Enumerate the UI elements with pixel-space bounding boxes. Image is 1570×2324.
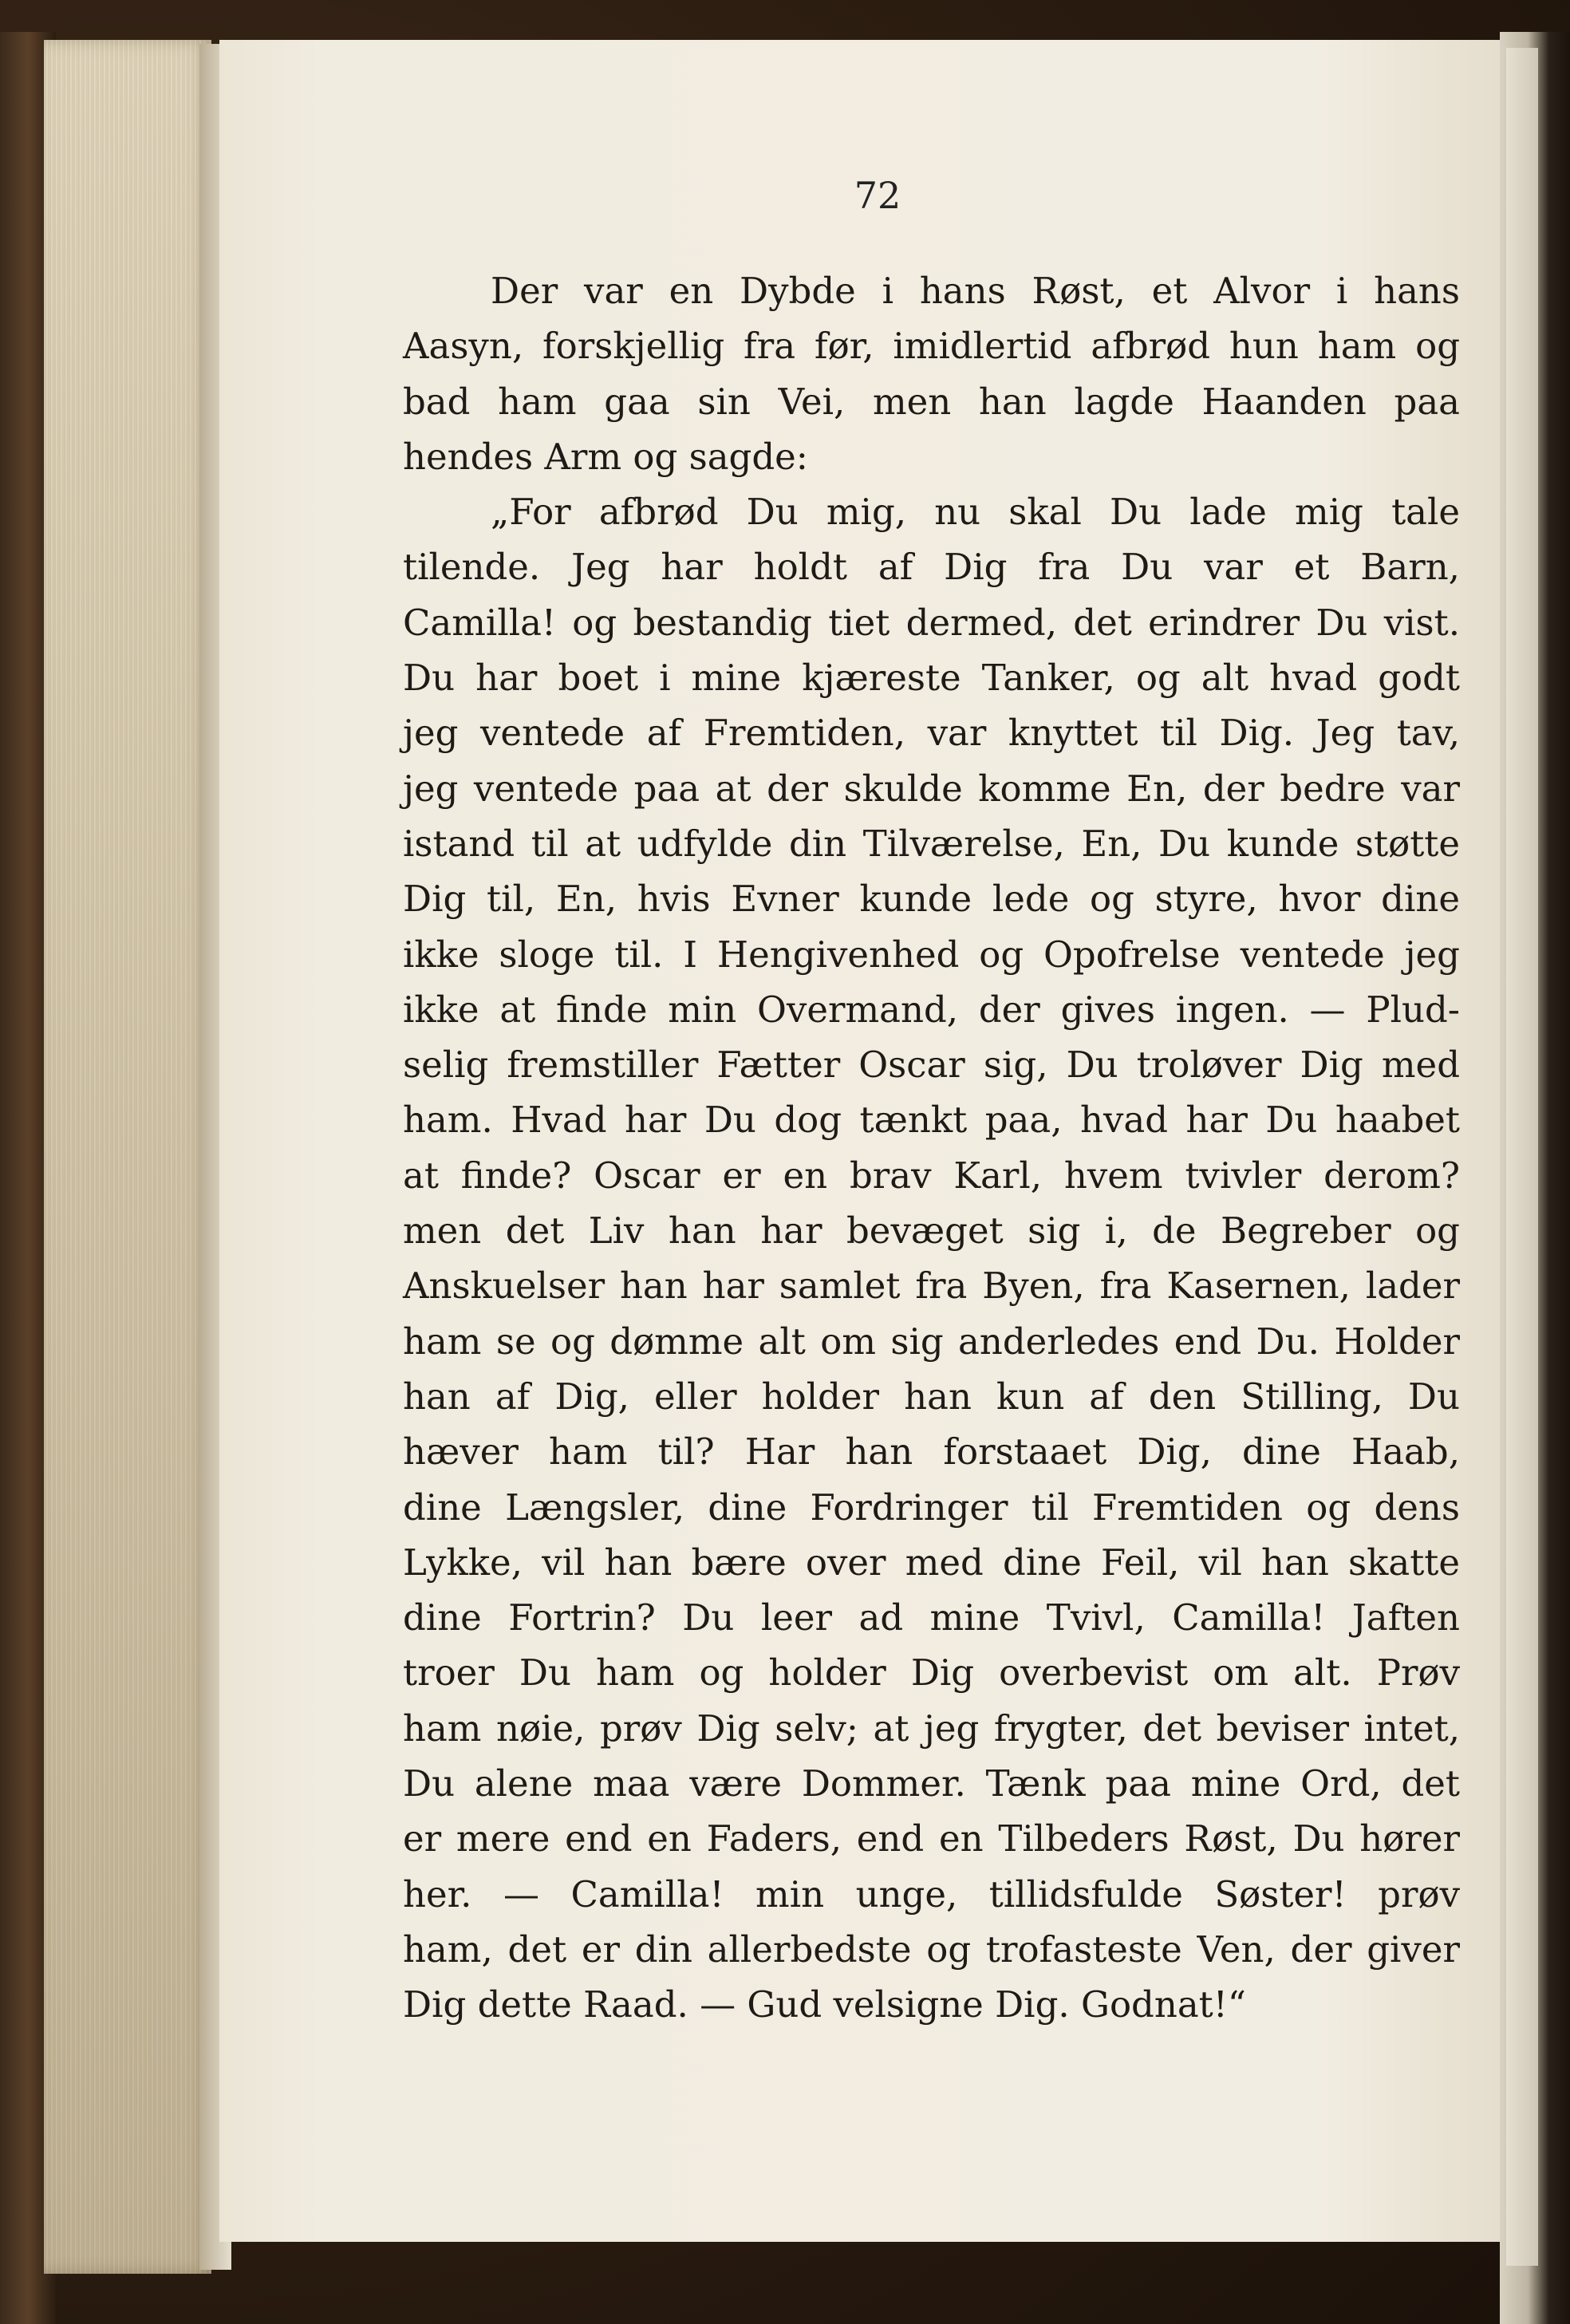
text-line: ikke sloge til. I Hengivenhed og Opofrelse ventede jeg (403, 933, 1460, 976)
text-line: bad ham gaa sin Vei, men han lagde Haanden paa (403, 380, 1460, 423)
text-line: „For afbrød Du mig, nu skal Du lade mig tale (491, 491, 1460, 534)
text-line: troer Du ham og holder Dig overbevist om alt. Prøv (403, 1651, 1460, 1695)
text-line: dine Længsler, dine Fordringer til Fremtiden og dens (403, 1486, 1460, 1529)
text-line: Camilla! og bestandig tiet dermed, det erindrer Du vist. (403, 601, 1460, 644)
text-line: Lykke, vil han bære over med dine Feil, vil han skatte (403, 1541, 1460, 1584)
text-line: Du alene maa være Dommer. Tænk paa mine Ord, det (403, 1762, 1460, 1805)
text-line: hæver ham til? Har han forstaaet Dig, dine Haab, (403, 1430, 1460, 1474)
text-line: er mere end en Faders, end en Tilbeders Røst, Du hører (403, 1817, 1460, 1860)
text-line: han af Dig, eller holder han kun af den Stilling, Du (403, 1375, 1460, 1418)
text-line: jeg ventede af Fremtiden, var knyttet til Dig. Jeg tav, (403, 712, 1460, 755)
text-line: her. — Camilla! min unge, tillidsfulde Søster! prøv (403, 1872, 1460, 1916)
text-line: ikke at finde min Overmand, der gives ingen. — Plud- (403, 988, 1460, 1031)
text-line: jeg ventede paa at der skulde komme En, der bedre var (403, 767, 1460, 810)
text-line: Aasyn, forskjellig fra før, imidlertid afbrød hun ham og (403, 325, 1460, 368)
text-line: dine Fortrin? Du leer ad mine Tvivl, Camilla! Jaften (403, 1596, 1460, 1639)
text-line: at finde? Oscar er en brav Karl, hvem tvivler derom? (403, 1154, 1460, 1197)
text-line: Dig dette Raad. — Gud velsigne Dig. Godnat!“ (403, 1983, 1246, 2026)
text-line: ham, det er din allerbedste og trofasteste Ven, der giver (403, 1927, 1460, 1971)
text-line: Anskuelser han har samlet fra Byen, fra Kasernen, lader (403, 1265, 1460, 1308)
page-text (403, 263, 1460, 2033)
text-line: Dig til, En, hvis Evner kunde lede og styre, hvor dine (403, 878, 1460, 921)
text-line: ham. Hvad har Du dog tænkt paa, hvad har Du haabet (403, 1099, 1460, 1142)
page-edges (44, 40, 211, 2274)
text-line: ham se og dømme alt om sig anderledes end Du. Holder (403, 1320, 1460, 1363)
text-line: istand til at udfylde din Tilværelse, En, Du kunde støtte (403, 822, 1460, 865)
text-line: ham nøie, prøv Dig selv; at jeg frygter, det beviser intet, (403, 1707, 1460, 1750)
text-line: tilende. Jeg har holdt af Dig fra Du var et Barn, (403, 546, 1460, 589)
facing-page-sliver (1506, 48, 1538, 2266)
page-number: 72 (854, 174, 901, 217)
text-line: Du har boet i mine kjæreste Tanker, og alt hvad godt (403, 657, 1460, 700)
text-line: selig fremstiller Fætter Oscar sig, Du troløver Dig med (403, 1044, 1460, 1087)
text-line: Der var en Dybde i hans Røst, et Alvor i hans (491, 270, 1460, 312)
text-line: men det Liv han har bevæget sig i, de Begreber og (403, 1209, 1460, 1253)
text-line: hendes Arm og sagde: (403, 435, 808, 478)
